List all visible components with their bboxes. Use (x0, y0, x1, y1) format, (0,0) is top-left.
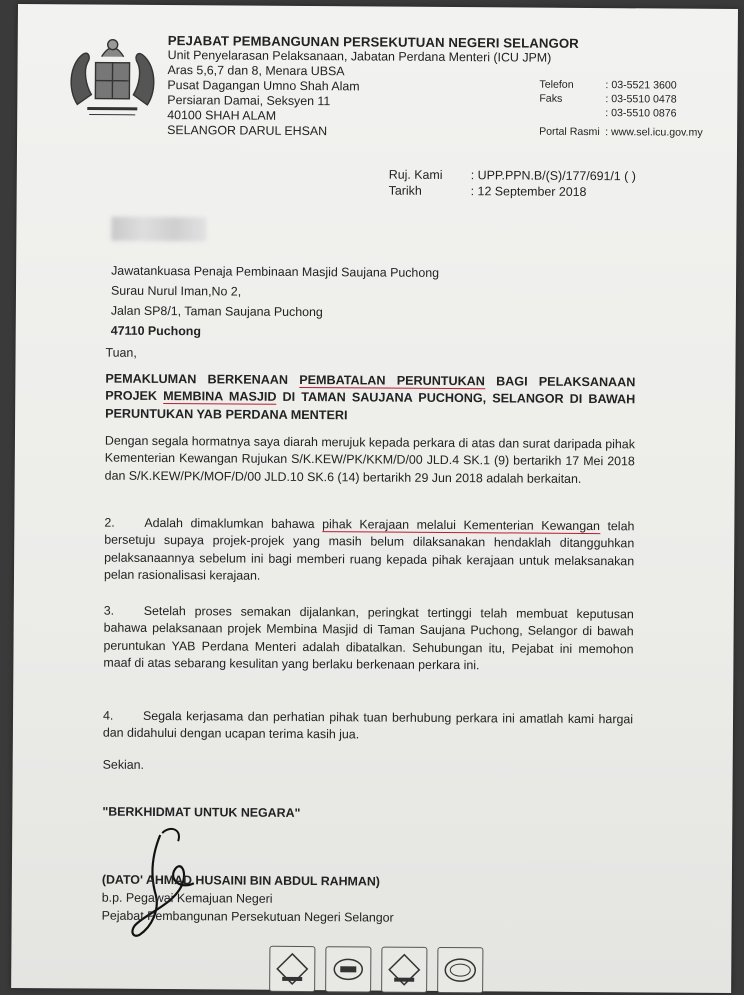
sirim-logo-icon (269, 946, 315, 992)
signatory-office: Pejabat Pembangunan Persekutuan Negeri Selangor (102, 907, 394, 927)
header-line: Unit Penyelarasan Pelaksanaan, Jabatan Perdana Menteri (ICU JPM) (168, 48, 579, 66)
header-line: SELANGOR DARUL EHSAN (167, 123, 578, 141)
paragraph-3: 3. Setelah proses semakan dijalankan, peringkat tertinggi telah membuat keputusan bahawa pelaksanaan projek Membina Masjid di Taman Saujana Puchong, Selangor di bawah peruntukan YAB Perdana Menteri adalah dibatalkan. Sehubungan itu, Pejabat ini memohon maaf di atas sebarang kesulitan yang berlaku berkenaan perkara ini. (103, 603, 633, 676)
recipient-address (111, 261, 439, 343)
signatory-name: (DATO' AHMAD HUSAINI BIN ABDUL RAHMAN) (102, 873, 380, 889)
letter-page (11, 4, 738, 993)
header-line: Aras 5,6,7 dan 8, Menara UBSA (167, 63, 578, 81)
faks-label: Faks (539, 92, 605, 106)
org-name: PEJABAT PEMBANGUNAN PERSEKUTUAN NEGERI SELANGOR (168, 33, 579, 51)
reference-block (389, 167, 636, 201)
iqnet-logo-icon (325, 946, 371, 992)
paragraph-2: 2. Adalah dimaklumkan bahawa pihak Kerajaan melalui Kementerian Kewangan telah bersetuju supaya projek-projek yang masih belum dilaksanakan hendaklah ditangguhkan pelaksanaannya sebelum ini bagi memberi ruang kepada pihak kerajaan untuk melaksanakan pelan rasionalisasi kerajaan. (104, 515, 634, 588)
telefon-label: Telefon (539, 78, 605, 92)
header-line: Persiaran Damai, Seksyen 11 (167, 93, 578, 111)
recipient-line: Surau Nurul Iman,No 2, (111, 281, 439, 303)
underline-mosque: MEMBINA MASJID (163, 389, 276, 405)
malaysia-coat-of-arms-icon (57, 34, 168, 125)
recipient-postcode: 47110 Puchong (111, 321, 439, 343)
underline-ministry: pihak Kerajaan melalui Kementerian Kewangan (322, 517, 600, 534)
tarikh-label: Tarikh (389, 183, 471, 200)
recipient-line: Jalan SP8/1, Taman Saujana Puchong (111, 301, 439, 323)
salutation: Tuan, (106, 345, 636, 366)
letterhead (167, 33, 579, 141)
portal-label: Portal Rasmi (539, 125, 605, 139)
slogan: "BERKHIDMAT UNTUK NEGARA" (102, 805, 300, 820)
ruj-label: Ruj. Kami (389, 167, 471, 184)
contact-block (539, 78, 703, 140)
faks-value-2: : 03-5510 0876 (605, 106, 676, 120)
recipient-line: Jawatankuasa Penaja Pembinaan Masjid Saujana Puchong (111, 261, 439, 283)
paragraph-4: 4. Segala kerjasama dan perhatian pihak tuan berhubung perkara ini amatlah kami hargai dan didahului dengan ucapan terima kasih jua. (103, 708, 633, 747)
tarikh-value: : 12 September 2018 (471, 183, 587, 200)
signatory-title: b.p. Pegawai Kemajuan Negeri (102, 889, 394, 909)
certification-badges (269, 946, 483, 993)
header-line: Pusat Dagangan Umno Shah Alam (167, 78, 578, 96)
closing: Sekian. (103, 757, 633, 778)
ruj-value: : UPP.PPN.B/(S)/177/691/1 ( ) (471, 167, 636, 184)
header-line: 40100 SHAH ALAM (167, 108, 578, 126)
redacted-block (111, 217, 206, 242)
sirim-logo-icon (381, 947, 427, 993)
underline-cancellation: PEMBATALAN PERUNTUKAN (299, 373, 485, 389)
telefon-value: : 03-5521 3600 (605, 78, 676, 92)
portal-value: : www.sel.icu.gov.my (605, 125, 703, 140)
paragraph-1: Dengan segala hormatnya saya diarah merujuk kepada perkara di atas dan surat daripada pihak Kementerian Kewangan Rujukan S/K.KEW/PK/KKM/D/00 JLD.4 SK.1 (9) bertarikh 17 Mei 2018 dan S/K.KEW/PK/MOF/D/00 JLD.10 SK.6 (14) bertarikh 29 Jun 2018 adalah berkaitan. (105, 433, 635, 489)
subject-heading: PEMAKLUMAN BERKENAAN PEMBATALAN PERUNTUKAN BAGI PELAKSANAAN PROJEK MEMBINA MASJID DI TAMAN SAUJANA PUCHONG, SELANGOR DI BAWAH PERUNTUKAN YAB PERDANA MENTERI (105, 371, 635, 427)
faks-value: : 03-5510 0478 (605, 92, 676, 106)
standards-logo-icon (437, 947, 483, 993)
signatory-details (102, 889, 394, 927)
